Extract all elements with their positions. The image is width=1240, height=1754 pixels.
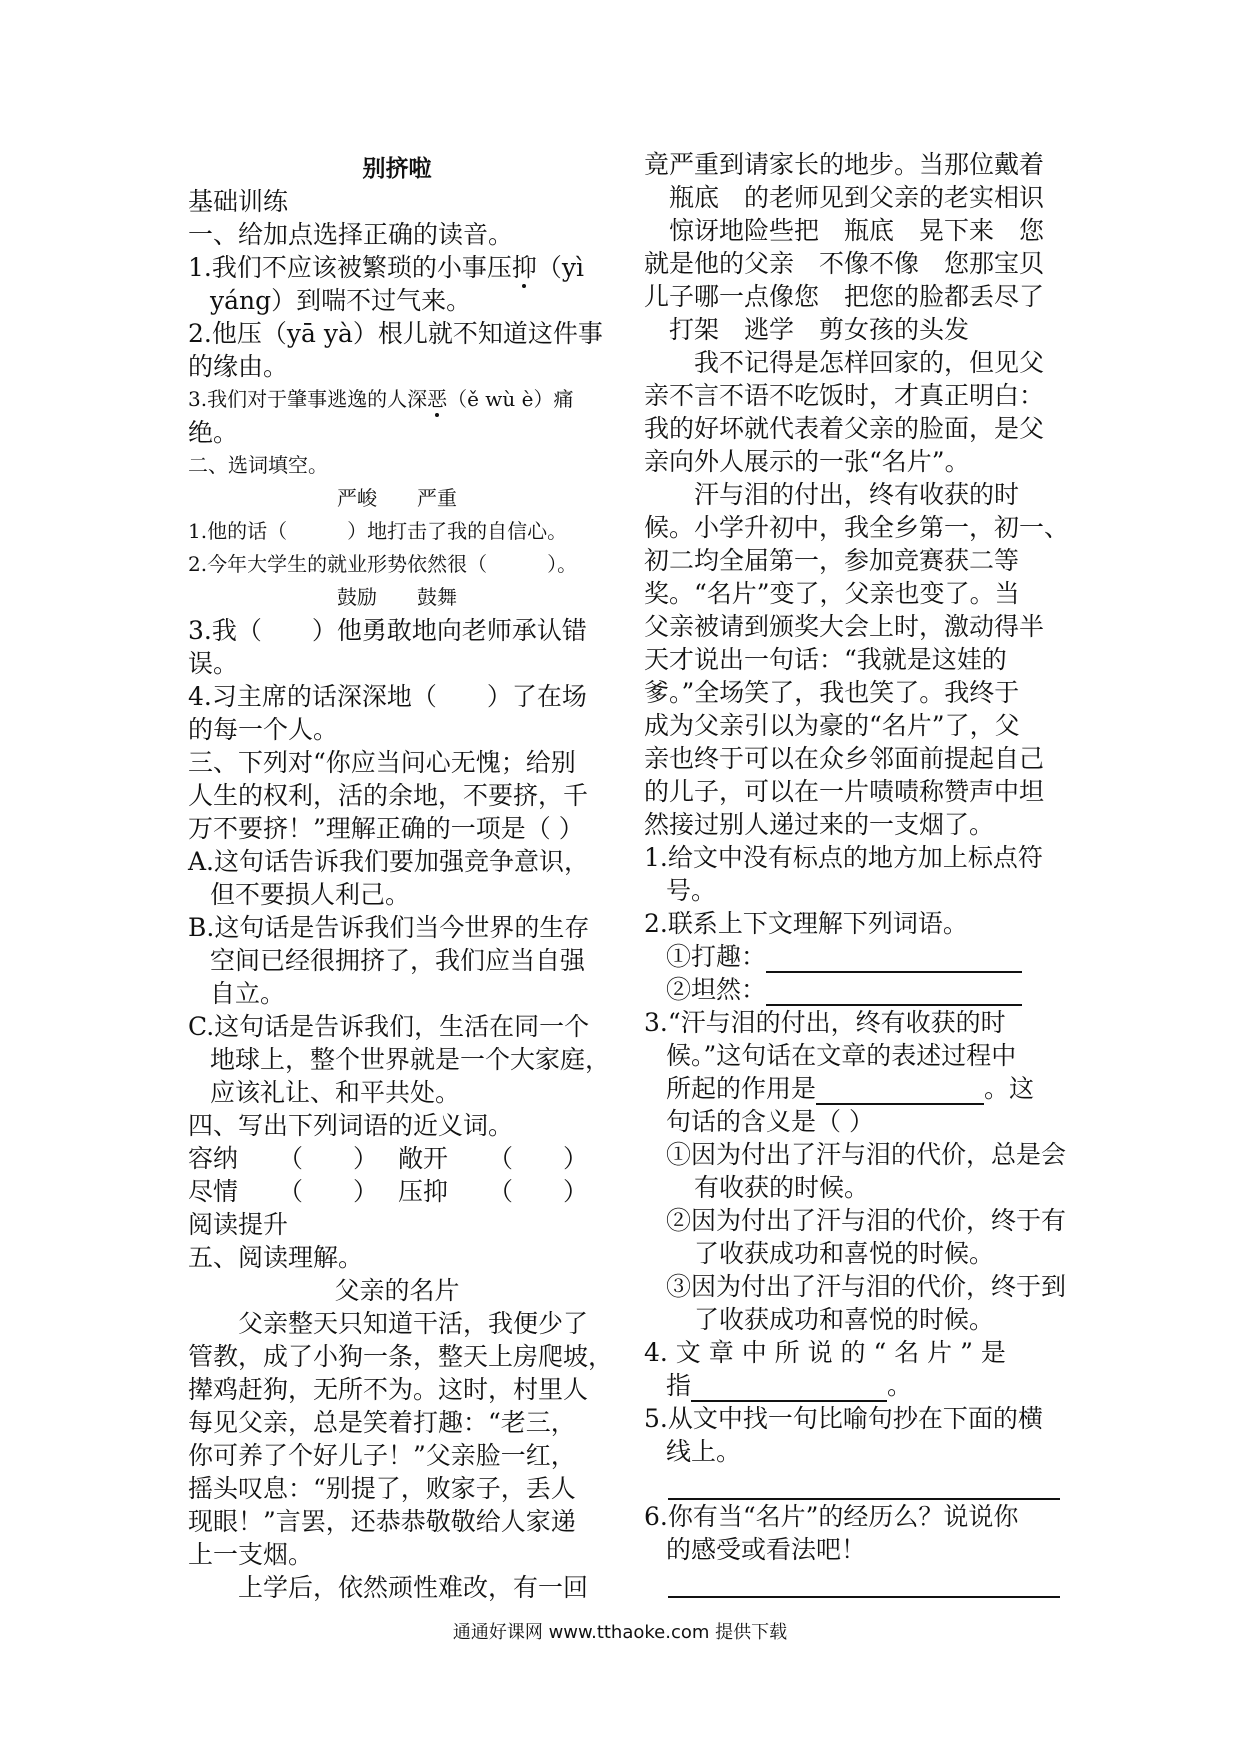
section-reading: 阅读提升 — [188, 1210, 289, 1239]
q1-item3 — [188, 383, 606, 416]
passage-p4-line: 汗与泪的付出，终有收获的时 — [694, 480, 1020, 509]
q2-word-choices-2: 鼓励 鼓舞 — [337, 585, 457, 609]
passage-p2-line: 竟严重到请家长的地步。当那位戴着 — [644, 150, 1045, 179]
q3-option-b-cont2: 自立。 — [210, 979, 286, 1008]
q4-word2: 敞开 — [398, 1144, 449, 1173]
q1-item1-text: 1.我们不应该被繁琐的小事压 — [188, 253, 512, 282]
passage-p2-start: 上学后，依然顽性难改，有一回 — [238, 1573, 589, 1602]
rq2-item2 — [644, 973, 1064, 1006]
rq3-option2-cont: 了收获成功和喜悦的时候。 — [694, 1239, 995, 1268]
q4-blank4: （ ） — [488, 1177, 589, 1206]
q3-heading-line1: 三、下列对“你应当问心无愧；给别 — [188, 748, 576, 777]
passage-p4-line: 天才说出一句话：“我就是这娃的 — [644, 645, 1007, 674]
q2-word-choices-1: 严峻 严重 — [337, 486, 457, 510]
passage-p3-line: 亲不言不语不吃饭时，才真正明白： — [644, 381, 1045, 410]
q4-blank3: （ ） — [278, 1177, 379, 1206]
passage-p2-line: 惊讶地险些把 瓶底 晃下来 您 — [644, 216, 1045, 245]
rq5-answer-line[interactable] — [668, 1468, 1060, 1500]
passage-p4-line: 父亲被请到颁奖大会上时，激动得半 — [644, 612, 1045, 641]
passage-p1-line: 每见父亲，总是笑着打趣：“老三， — [188, 1408, 576, 1437]
passage-p2-line: 打架 逃学 剪女孩的头发 — [644, 315, 970, 344]
rq2-item1-label: ①打趣： — [666, 942, 767, 971]
q3-option-b: B.这句话是告诉我们当今世界的生存 — [188, 913, 590, 942]
q2-item3-cont: 误。 — [188, 649, 239, 678]
q1-item3-cont: 绝。 — [188, 418, 239, 447]
rq6-line2: 的感受或看法吧！ — [666, 1535, 867, 1564]
passage-p1-line: 上一支烟。 — [188, 1540, 314, 1569]
q2-item1: 1.他的话（ ）地打击了我的自信心。 — [188, 519, 568, 543]
q4-row2 — [188, 1175, 606, 1208]
rq6-answer-line[interactable] — [668, 1566, 1060, 1598]
rq6-line1: 6.你有当“名片”的经历么？说说你 — [644, 1502, 1019, 1531]
q2-heading: 二、选词填空。 — [188, 453, 328, 477]
q1-item1-pinyin: （yì — [536, 253, 584, 282]
rq3-line3 — [644, 1072, 1064, 1105]
rq3-line1: 3.“汗与泪的付出，终有收获的时 — [644, 1008, 1006, 1037]
passage-p4-line: 候。小学升初中，我全乡第一，初一、 — [644, 513, 1070, 542]
q3-heading-line2: 人生的权利，活的余地，不要挤，千 — [188, 781, 589, 810]
rq4-line2-tail: 。 — [887, 1371, 913, 1400]
q2-item4-cont: 的每一个人。 — [188, 715, 339, 744]
passage-p4-line: 亲也终于可以在众乡邻面前提起自己 — [644, 744, 1045, 773]
q5-heading: 五、阅读理解。 — [188, 1243, 364, 1272]
q4-heading: 四、写出下列词语的近义词。 — [188, 1111, 514, 1140]
passage-p4-line: 成为父亲引以为豪的“名片”了，父 — [644, 711, 1020, 740]
passage-p2-line: 就是他的父亲 不像不像 您那宝贝 — [644, 249, 1045, 278]
passage-p3-line: 亲向外人展示的一张“名片”。 — [644, 447, 970, 476]
rq1: 1.给文中没有标点的地方加上标点符 — [644, 843, 1043, 872]
q1-item3-dotted-char: 恶 — [427, 387, 448, 411]
q1-item1-dotted-char: 抑 — [511, 253, 537, 282]
q3-option-c-cont2: 应该礼让、和平共处。 — [210, 1078, 461, 1107]
passage-p3-line: 我的好坏就代表着父亲的脸面，是父 — [644, 414, 1045, 443]
q3-option-a-cont: 但不要损人利己。 — [210, 880, 411, 909]
rq3-line3-text: 所起的作用是 — [666, 1074, 817, 1103]
q2-item4: 4.习主席的话深深地（ ）了在场 — [188, 682, 587, 711]
q3-option-a: A.这句话告诉我们要加强竞争意识， — [188, 847, 590, 876]
passage-p1-line: 管教，成了小狗一条，整天上房爬坡， — [188, 1342, 614, 1371]
q1-item2-text: 2.他压 — [188, 319, 262, 348]
rq4-line2 — [644, 1369, 1064, 1402]
rq3-answer-line[interactable] — [816, 1079, 984, 1105]
rq2: 2.联系上下文理解下列词语。 — [644, 909, 968, 938]
rq3-option3-cont: 了收获成功和喜悦的时候。 — [694, 1305, 995, 1334]
passage-p2-line: 儿子哪一点像您 把您的脸都丢尽了 — [644, 282, 1045, 311]
rq3-option3: ③因为付出了汗与泪的代价，终于到 — [666, 1272, 1067, 1301]
rq4-line1: 4. 文 章 中 所 说 的 “ 名 片 ” 是 — [644, 1338, 1006, 1367]
q1-heading: 一、给加点选择正确的读音。 — [188, 220, 514, 249]
passage-p2-line: 瓶底 的老师见到父亲的老实相识 — [644, 183, 1045, 212]
passage-p4-line: 的儿子，可以在一片啧啧称赞声中坦 — [644, 777, 1045, 806]
q1-item2 — [188, 317, 606, 350]
rq3-line2: 候。”这句话在文章的表述过程中 — [666, 1041, 1017, 1070]
section-basic: 基础训练 — [188, 187, 289, 216]
page-title: 别挤啦 — [362, 155, 432, 182]
passage-p1-line: 父亲整天只知道干活，我便少了 — [238, 1309, 589, 1338]
q1-item2-pinyin: （yā yà）根儿就不知道这件事 — [261, 319, 603, 348]
q1-item1 — [188, 251, 606, 284]
rq5-line2: 线上。 — [666, 1437, 742, 1466]
passage-p1-line: 摇头叹息：“别提了，败家子，丢人 — [188, 1474, 576, 1503]
q4-word1: 容纳 — [188, 1144, 239, 1173]
rq2-item1 — [644, 940, 1064, 973]
q4-word4: 压抑 — [398, 1177, 449, 1206]
q4-word3: 尽情 — [188, 1177, 239, 1206]
rq3-option1-cont: 有收获的时候。 — [694, 1173, 870, 1202]
q3-option-c-cont1: 地球上，整个世界就是一个大家庭， — [210, 1045, 611, 1074]
passage-p1-line: 现眼！”言罢，还恭恭敬敬给人家递 — [188, 1507, 576, 1536]
q2-item3: 3.我（ ）他勇敢地向老师承认错 — [188, 616, 587, 645]
passage-p4-line: 爹。”全场笑了，我也笑了。我终于 — [644, 678, 1020, 707]
q1-item3-pinyin: （ě wù è）痛 — [447, 387, 574, 411]
rq3-option1: ①因为付出了汗与泪的代价，总是会 — [666, 1140, 1067, 1169]
q2-item2: 2.今年大学生的就业形势依然很（ ）。 — [188, 552, 578, 576]
rq2-item2-answer-line[interactable] — [766, 980, 1022, 1006]
q1-item1-cont: yáng）到喘不过气来。 — [210, 286, 472, 315]
right-column — [644, 148, 1070, 1598]
footer-credit: 通通好课网 www.tthaoke.com 提供下载 — [452, 1622, 788, 1643]
q1-item3-text: 3.我们对于肇事逃逸的人深 — [188, 387, 428, 411]
rq1-cont: 号。 — [666, 876, 717, 905]
passage-p4-line: 初二均全届第一，参加竞赛获二等 — [644, 546, 1020, 575]
passage-p4-line: 然接过别人递过来的一支烟了。 — [644, 810, 995, 839]
rq4-line2-text: 指 — [666, 1371, 692, 1400]
rq3-line4: 句话的含义是（ ） — [666, 1107, 874, 1136]
q4-row1 — [188, 1142, 606, 1175]
passage-p1-line: 撵鸡赶狗，无所不为。这时，村里人 — [188, 1375, 589, 1404]
q4-blank2: （ ） — [488, 1144, 589, 1173]
rq2-item2-label: ②坦然： — [666, 975, 767, 1004]
passage-p1-line: 你可养了个好儿子！”父亲脸一红， — [188, 1441, 576, 1470]
rq2-item1-answer-line[interactable] — [766, 947, 1022, 973]
q3-heading-line3: 万不要挤！”理解正确的一项是（ ） — [188, 814, 584, 843]
rq4-answer-line[interactable] — [691, 1376, 887, 1402]
left-column — [188, 148, 614, 1604]
rq3-option2: ②因为付出了汗与泪的代价，终于有 — [666, 1206, 1067, 1235]
rq5-line1: 5.从文中找一句比喻句抄在下面的横 — [644, 1404, 1043, 1433]
rq3-line3-tail: 。这 — [984, 1074, 1035, 1103]
passage-p4-line: 奖。“名片”变了，父亲也变了。当 — [644, 579, 1020, 608]
passage-title: 父亲的名片 — [334, 1276, 460, 1305]
q3-option-c: C.这句话是告诉我们，生活在同一个 — [188, 1012, 590, 1041]
q4-blank1: （ ） — [278, 1144, 379, 1173]
q3-option-b-cont1: 空间已经很拥挤了，我们应当自强 — [210, 946, 586, 975]
passage-p3-line: 我不记得是怎样回家的，但见父 — [694, 348, 1045, 377]
q1-item2-cont: 的缘由。 — [188, 352, 289, 381]
